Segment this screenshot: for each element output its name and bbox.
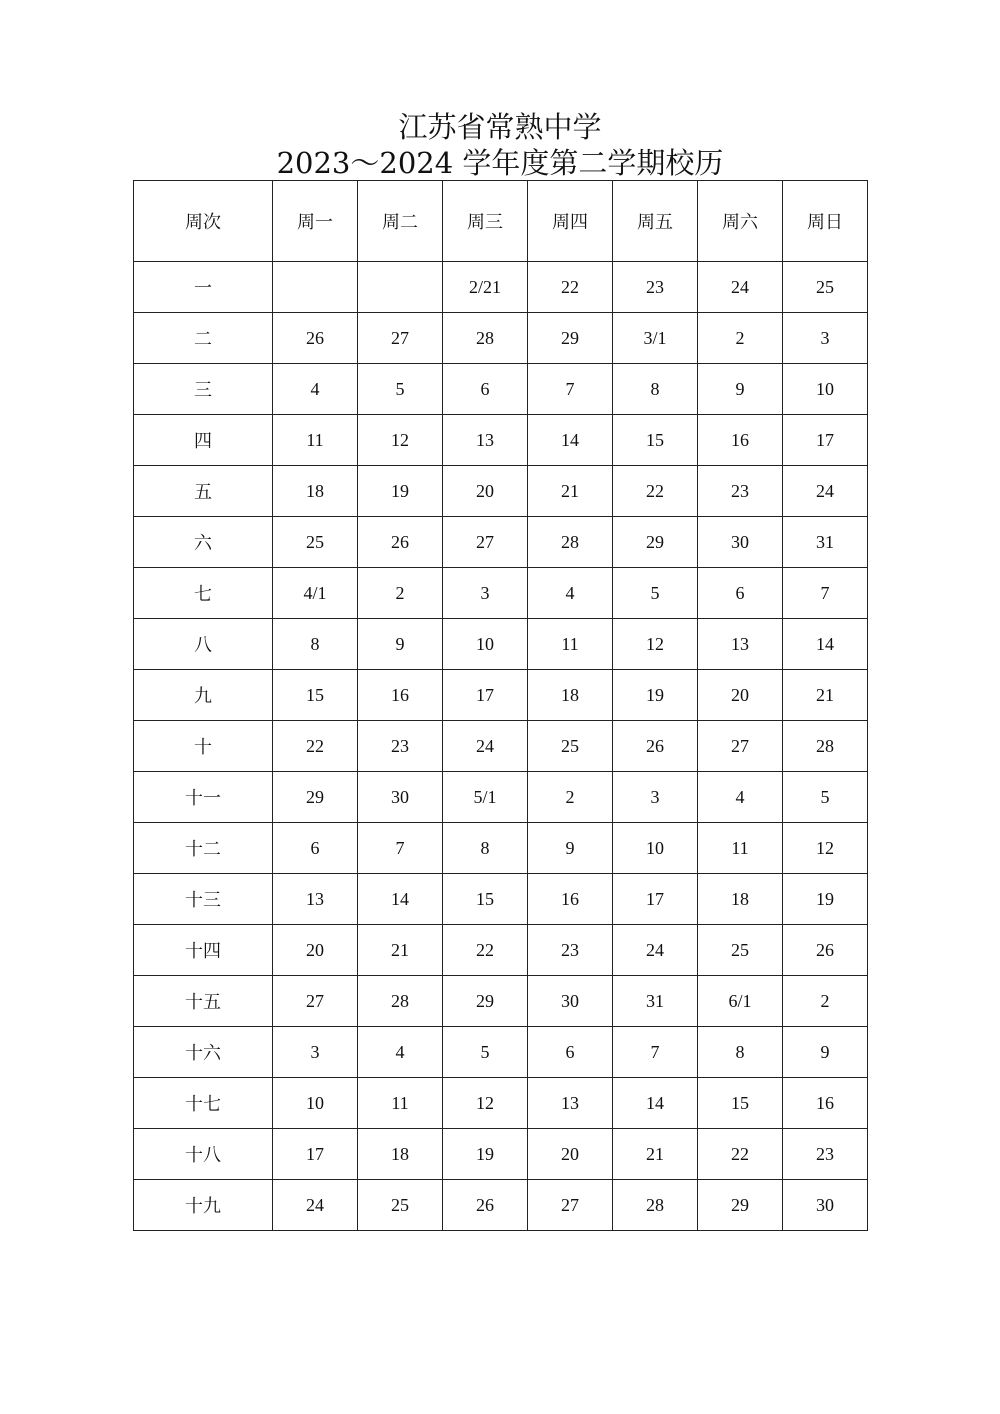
date-cell: 28 xyxy=(783,721,868,772)
date-cell: 18 xyxy=(698,874,783,925)
date-cell: 6 xyxy=(273,823,358,874)
date-cell: 21 xyxy=(358,925,443,976)
date-cell: 8 xyxy=(698,1027,783,1078)
date-cell: 4 xyxy=(698,772,783,823)
header-row xyxy=(134,181,868,262)
week-number-cell: 二 xyxy=(134,313,273,364)
date-cell: 2 xyxy=(528,772,613,823)
date-cell: 2/21 xyxy=(443,262,528,313)
table-row xyxy=(134,874,868,925)
week-number-cell: 五 xyxy=(134,466,273,517)
date-cell: 22 xyxy=(443,925,528,976)
table-row xyxy=(134,466,868,517)
date-cell: 16 xyxy=(358,670,443,721)
date-cell: 23 xyxy=(613,262,698,313)
date-cell: 17 xyxy=(273,1129,358,1180)
date-cell: 28 xyxy=(358,976,443,1027)
date-cell: 27 xyxy=(443,517,528,568)
date-cell: 21 xyxy=(613,1129,698,1180)
date-cell: 16 xyxy=(783,1078,868,1129)
date-cell: 5 xyxy=(613,568,698,619)
date-cell: 24 xyxy=(698,262,783,313)
date-cell: 19 xyxy=(358,466,443,517)
date-cell: 16 xyxy=(698,415,783,466)
table-row xyxy=(134,364,868,415)
date-cell: 26 xyxy=(613,721,698,772)
week-number-cell: 十六 xyxy=(134,1027,273,1078)
date-cell: 3 xyxy=(613,772,698,823)
table-row xyxy=(134,313,868,364)
date-cell: 7 xyxy=(358,823,443,874)
week-number-cell: 九 xyxy=(134,670,273,721)
date-cell: 5 xyxy=(783,772,868,823)
date-cell: 20 xyxy=(273,925,358,976)
date-cell: 12 xyxy=(783,823,868,874)
date-cell: 14 xyxy=(783,619,868,670)
date-cell: 3 xyxy=(783,313,868,364)
school-calendar-table xyxy=(133,180,868,1231)
date-cell: 14 xyxy=(528,415,613,466)
week-number-cell: 十一 xyxy=(134,772,273,823)
date-cell: 20 xyxy=(443,466,528,517)
school-name-title: 江苏省常熟中学 xyxy=(398,110,602,144)
date-cell: 27 xyxy=(528,1180,613,1231)
week-number-cell: 十九 xyxy=(134,1180,273,1231)
date-cell: 24 xyxy=(783,466,868,517)
date-cell: 5 xyxy=(443,1027,528,1078)
date-cell: 7 xyxy=(783,568,868,619)
date-cell: 4 xyxy=(528,568,613,619)
date-cell: 11 xyxy=(358,1078,443,1129)
table-row xyxy=(134,1180,868,1231)
week-number-cell: 六 xyxy=(134,517,273,568)
date-cell: 27 xyxy=(698,721,783,772)
table-row xyxy=(134,721,868,772)
date-cell: 12 xyxy=(613,619,698,670)
date-cell: 3 xyxy=(273,1027,358,1078)
date-cell: 20 xyxy=(698,670,783,721)
header-week-number: 周次 xyxy=(134,181,273,262)
date-cell: 29 xyxy=(528,313,613,364)
date-cell: 27 xyxy=(358,313,443,364)
date-cell: 11 xyxy=(273,415,358,466)
table-row xyxy=(134,1078,868,1129)
week-number-cell: 十八 xyxy=(134,1129,273,1180)
date-cell: 13 xyxy=(698,619,783,670)
week-number-cell: 十 xyxy=(134,721,273,772)
date-cell: 23 xyxy=(698,466,783,517)
date-cell: 22 xyxy=(273,721,358,772)
table-row xyxy=(134,976,868,1027)
date-cell: 26 xyxy=(273,313,358,364)
table-row xyxy=(134,823,868,874)
date-cell: 25 xyxy=(783,262,868,313)
date-cell: 4/1 xyxy=(273,568,358,619)
date-cell: 5 xyxy=(358,364,443,415)
date-cell: 8 xyxy=(273,619,358,670)
header-weekday: 周日 xyxy=(783,181,868,262)
date-cell: 18 xyxy=(273,466,358,517)
date-cell: 15 xyxy=(443,874,528,925)
week-number-cell: 十四 xyxy=(134,925,273,976)
date-cell: 13 xyxy=(273,874,358,925)
date-cell: 3 xyxy=(443,568,528,619)
date-cell: 25 xyxy=(698,925,783,976)
calendar-body xyxy=(134,262,868,1231)
date-cell: 19 xyxy=(613,670,698,721)
date-cell: 9 xyxy=(698,364,783,415)
date-cell: 24 xyxy=(613,925,698,976)
date-cell: 31 xyxy=(783,517,868,568)
date-cell: 9 xyxy=(528,823,613,874)
date-cell: 3/1 xyxy=(613,313,698,364)
week-number-cell: 十三 xyxy=(134,874,273,925)
date-cell: 25 xyxy=(358,1180,443,1231)
week-number-cell: 十二 xyxy=(134,823,273,874)
table-row xyxy=(134,619,868,670)
header-weekday: 周六 xyxy=(698,181,783,262)
header-weekday: 周二 xyxy=(358,181,443,262)
date-cell: 22 xyxy=(528,262,613,313)
date-cell: 28 xyxy=(528,517,613,568)
week-number-cell: 四 xyxy=(134,415,273,466)
table-row xyxy=(134,1027,868,1078)
date-cell: 21 xyxy=(528,466,613,517)
date-cell: 6 xyxy=(528,1027,613,1078)
date-cell: 26 xyxy=(443,1180,528,1231)
date-cell: 29 xyxy=(273,772,358,823)
header-weekday: 周三 xyxy=(443,181,528,262)
date-cell: 12 xyxy=(443,1078,528,1129)
table-row xyxy=(134,772,868,823)
date-cell: 2 xyxy=(358,568,443,619)
date-cell: 13 xyxy=(443,415,528,466)
date-cell: 4 xyxy=(358,1027,443,1078)
date-cell: 15 xyxy=(698,1078,783,1129)
date-cell: 9 xyxy=(358,619,443,670)
date-cell xyxy=(358,262,443,313)
table-row xyxy=(134,670,868,721)
date-cell: 22 xyxy=(613,466,698,517)
date-cell: 17 xyxy=(443,670,528,721)
header-weekday: 周五 xyxy=(613,181,698,262)
date-cell: 9 xyxy=(783,1027,868,1078)
date-cell: 5/1 xyxy=(443,772,528,823)
date-cell xyxy=(273,262,358,313)
date-cell: 18 xyxy=(358,1129,443,1180)
date-cell: 11 xyxy=(528,619,613,670)
date-cell: 11 xyxy=(698,823,783,874)
date-cell: 8 xyxy=(613,364,698,415)
date-cell: 15 xyxy=(273,670,358,721)
date-cell: 26 xyxy=(358,517,443,568)
date-cell: 26 xyxy=(783,925,868,976)
header-weekday: 周一 xyxy=(273,181,358,262)
date-cell: 10 xyxy=(613,823,698,874)
date-cell: 23 xyxy=(783,1129,868,1180)
table-row xyxy=(134,925,868,976)
table-row xyxy=(134,568,868,619)
week-number-cell: 十七 xyxy=(134,1078,273,1129)
date-cell: 8 xyxy=(443,823,528,874)
date-cell: 24 xyxy=(443,721,528,772)
table-row xyxy=(134,517,868,568)
date-cell: 27 xyxy=(273,976,358,1027)
date-cell: 2 xyxy=(783,976,868,1027)
date-cell: 28 xyxy=(443,313,528,364)
date-cell: 18 xyxy=(528,670,613,721)
date-cell: 4 xyxy=(273,364,358,415)
date-cell: 20 xyxy=(528,1129,613,1180)
date-cell: 6 xyxy=(698,568,783,619)
date-cell: 25 xyxy=(528,721,613,772)
date-cell: 28 xyxy=(613,1180,698,1231)
date-cell: 10 xyxy=(783,364,868,415)
week-number-cell: 七 xyxy=(134,568,273,619)
date-cell: 23 xyxy=(358,721,443,772)
date-cell: 6/1 xyxy=(698,976,783,1027)
date-cell: 15 xyxy=(613,415,698,466)
date-cell: 10 xyxy=(443,619,528,670)
date-cell: 30 xyxy=(783,1180,868,1231)
date-cell: 17 xyxy=(783,415,868,466)
date-cell: 16 xyxy=(528,874,613,925)
date-cell: 31 xyxy=(613,976,698,1027)
date-cell: 6 xyxy=(443,364,528,415)
date-cell: 12 xyxy=(358,415,443,466)
date-cell: 14 xyxy=(358,874,443,925)
date-cell: 22 xyxy=(698,1129,783,1180)
week-number-cell: 八 xyxy=(134,619,273,670)
date-cell: 17 xyxy=(613,874,698,925)
header-weekday: 周四 xyxy=(528,181,613,262)
date-cell: 13 xyxy=(528,1078,613,1129)
table-row xyxy=(134,415,868,466)
table-row xyxy=(134,262,868,313)
date-cell: 21 xyxy=(783,670,868,721)
date-cell: 10 xyxy=(273,1078,358,1129)
date-cell: 19 xyxy=(783,874,868,925)
week-number-cell: 一 xyxy=(134,262,273,313)
date-cell: 29 xyxy=(613,517,698,568)
date-cell: 30 xyxy=(528,976,613,1027)
date-cell: 29 xyxy=(443,976,528,1027)
week-number-cell: 三 xyxy=(134,364,273,415)
date-cell: 14 xyxy=(613,1078,698,1129)
week-number-cell: 十五 xyxy=(134,976,273,1027)
date-cell: 2 xyxy=(698,313,783,364)
date-cell: 30 xyxy=(358,772,443,823)
table-row xyxy=(134,1129,868,1180)
date-cell: 7 xyxy=(613,1027,698,1078)
date-cell: 29 xyxy=(698,1180,783,1231)
date-cell: 23 xyxy=(528,925,613,976)
date-cell: 24 xyxy=(273,1180,358,1231)
calendar-title: 2023～2024 学年度第二学期校历 xyxy=(276,146,724,180)
date-cell: 25 xyxy=(273,517,358,568)
date-cell: 7 xyxy=(528,364,613,415)
date-cell: 19 xyxy=(443,1129,528,1180)
date-cell: 30 xyxy=(698,517,783,568)
